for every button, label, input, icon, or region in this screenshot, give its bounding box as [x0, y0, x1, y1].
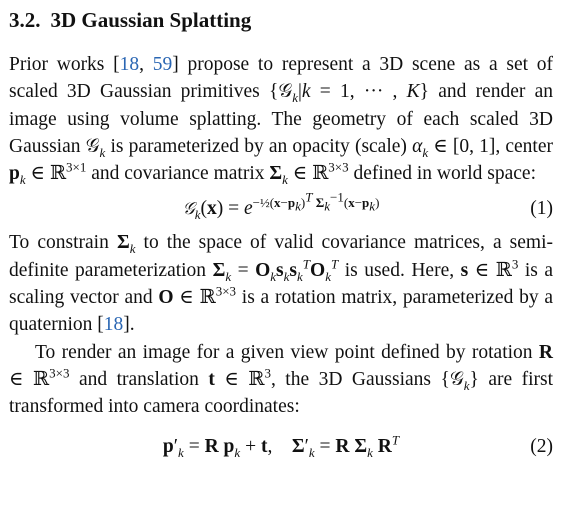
paragraph-2: To constrain $\Sigma_k$ to the space of valid covariance matrices, a semi-definite parameterization $\Sigma_k = O_ks_ks_k^TO_k^T$ is used. Here, s ∈ ℝ$^3$ is a scaling vector and O ∈ ℝ$^{3\times 3}$ is a rotation matrix, parameterized by a quaternion [18].	[9, 232, 554, 336]
equation-2	[9, 427, 553, 467]
paragraph-1: Prior works [18, 59] propose to represent a 3D scene as a set of scaled 3D Gaussian primitives {𝒢$_k$|k = 1, ··· , K} and render an image using volume splatting. The geometry of each scaled 3D Gaussian 𝒢$_k$ is parameterized by an opacity (scale) $\alpha_k$ ∈ [0, 1], center $p_k$ ∈ ℝ$^{3\times 1}$ and covariance matrix $\Sigma_k$ ∈ ℝ$^{3\times 3}$ defined in world space:	[9, 54, 553, 188]
equation-1-body: 𝒢$_k$(x) = $e^{-\frac{1}{2}(x-p_k)^T \Sigma_k^{-1}(x-p_k)}$	[182, 189, 380, 223]
equation-2-body: $p'_k = R$ $p_k + t$, $\Sigma'_k = R$ $\Sigma_k$ $R^T$	[162, 432, 400, 460]
section-title: 3D Gaussian Splatting	[50, 8, 252, 32]
citation-link[interactable]: 18	[103, 314, 124, 336]
section-number: 3.2.	[9, 8, 41, 32]
paragraph-3: To render an image for a given view point defined by rotation R ∈ ℝ$^{3\times 3}$ and translation t ∈ ℝ$^3$, the 3D Gaussians {𝒢$_k$} are first transformed into camera coordinates:	[9, 341, 554, 418]
equation-1-number: (1)	[530, 198, 553, 220]
citation-link[interactable]: 18	[119, 54, 140, 75]
equation-2-number: (2)	[530, 435, 553, 457]
equation-1	[9, 189, 553, 229]
citation-link[interactable]: 59	[152, 54, 173, 75]
section-heading	[9, 0, 553, 38]
